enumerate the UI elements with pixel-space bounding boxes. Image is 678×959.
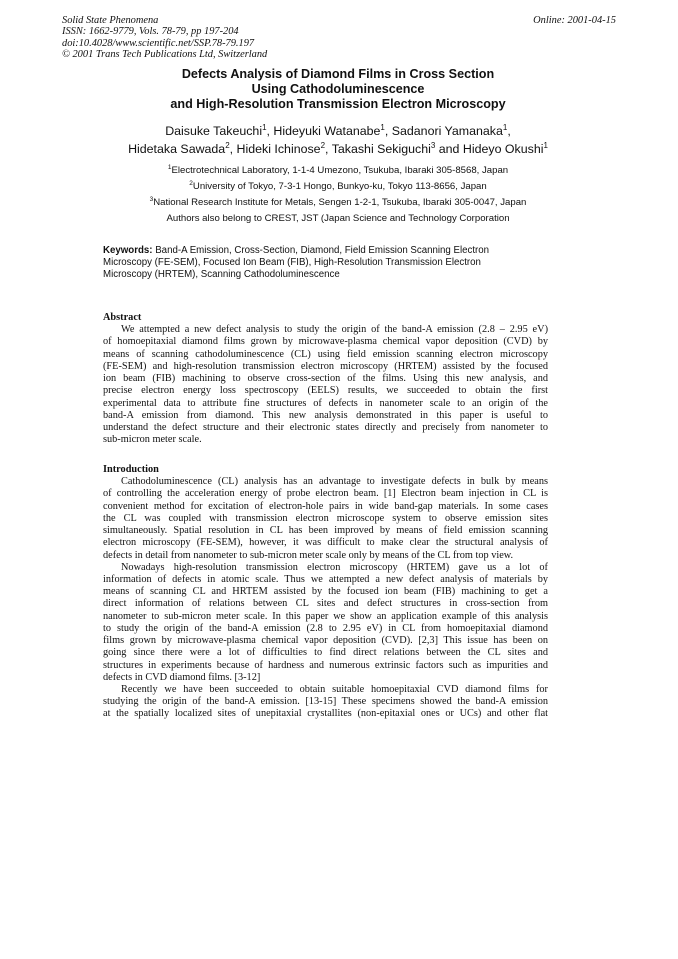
author-affil-mark: 1	[380, 123, 385, 132]
abstract-section	[103, 312, 548, 446]
abstract-line: understand the defect structure and their electronic states directly and precisely from nanometer to	[103, 421, 548, 433]
intro-line: means of scanning CL and HRTEM assisted by the focused ion beam (FIB) machining to get a	[103, 586, 548, 598]
keywords-line-1	[103, 245, 533, 257]
journal-header	[62, 15, 362, 60]
title-line-2: Using Cathodoluminescence	[251, 82, 425, 96]
author-affil-mark: 1	[502, 123, 508, 132]
intro-line: films grown by microwave-plasma chemical vapor deposition (CVD). [2,3] This issue has been on	[103, 635, 548, 647]
author-affil-mark: 3	[430, 140, 436, 150]
abstract-line: sub-micron meter scale.	[103, 434, 202, 446]
intro-line: convenient method for excitation of electron-hole pairs in wide band-gap materials. In some cases	[103, 500, 548, 512]
intro-line: the CL was coupled with transmission electron microscope system to observe emission sites	[103, 512, 548, 524]
intro-line: going since there were a lot of difficulties to find direct relations between the CL sites and	[103, 647, 548, 659]
abstract-line: band-A emission from diamond. This new analysis demonstrated in this paper is useful to	[103, 409, 548, 421]
intro-line: Recently we have been succeeded to obtain suitable homoepitaxial CVD diamond films for	[121, 683, 548, 695]
intro-line: Nowadays high-resolution transmission electron microscopy (HRTEM) gave us a lot of	[121, 561, 548, 573]
affiliation-1	[62, 163, 614, 179]
intro-line: simultaneously. Spatial resolution in CL has been improved by means of field emission scanning	[103, 525, 548, 537]
intro-line: information of defects in atomic scale. Thus we attempted a new defect analysis of materials by	[103, 573, 548, 585]
title-line-3: and High-Resolution Transmission Electron Microscopy	[170, 97, 506, 111]
author-name: Hidetaka Sawada	[128, 141, 226, 156]
author-affil-mark: 1	[262, 123, 267, 132]
abstract-line: ion beam (FIB) machining to observe cross-section of the films. Using this new analysis, and	[103, 373, 548, 385]
intro-line: nanometer to sub-micron meter scale. In this paper we show an application example of this analysis	[103, 610, 548, 622]
author-name: and Hideyo Okushi	[435, 141, 544, 156]
journal-name: Solid State Phenomena	[62, 15, 159, 26]
abstract-line: means of scanning cathodoluminescence (CL) using field emission scanning electron microscopy	[103, 348, 548, 360]
author-line-2	[62, 141, 614, 159]
author-name: , Hideki Ichinose	[229, 141, 321, 156]
affil-text: National Research Institute for Metals, Sengen 1-2-1, Tsukuba, Ibaraki 305-0047, Japan	[153, 197, 527, 208]
affil-text: Electrotechnical Laboratory, 1-1-4 Umezono, Tsukuba, Ibaraki 305-8568, Japan	[171, 165, 509, 176]
issn-line: ISSN: 1662-9779, Vols. 78-79, pp 197-204	[62, 26, 239, 38]
author-affil-mark: 2	[225, 140, 230, 150]
doi-line: doi:10.4028/www.scientific.net/SSP.78-79.197	[62, 37, 255, 49]
affil-mark: 2	[189, 180, 193, 187]
paper-title	[62, 67, 614, 112]
affiliation-note	[62, 211, 614, 227]
affiliation-3	[62, 195, 614, 211]
author-affil-mark: 2	[320, 140, 326, 150]
affil-text: University of Tokyo, 7-3-1 Hongo, Bunkyo-ku, Tokyo 113-8656, Japan	[192, 181, 487, 192]
keywords-text: Band-A Emission, Cross-Section, Diamond, Field Emission Scanning Electron	[152, 245, 490, 256]
author-name: , Takashi Sekiguchi	[325, 141, 431, 156]
keywords-line-3: Microscopy (HRTEM), Scanning Cathodoluminescence	[103, 269, 340, 281]
intro-line: at the spatially localized sites of unepitaxial crystallites (non-epitaxial ones or UCs) and other flat	[103, 708, 548, 720]
author-separator: ,	[507, 124, 511, 138]
abstract-line: (FE-SEM) and high-resolution transmission electron microscopy (HRTEM) assisted by the focused	[103, 360, 548, 372]
intro-line: structures in experiments because of hardness and numerous extrinsic factors such as impurities and	[103, 659, 548, 671]
introduction-heading: Introduction	[103, 464, 159, 475]
intro-line: Cathodoluminescence (CL) analysis has an advantage to investigate defects in bulk by means	[121, 476, 548, 488]
author-list	[62, 123, 614, 158]
author-affil-mark: 1	[543, 140, 548, 150]
affil-text: Authors also belong to CREST, JST (Japan Science and Technology Corporation	[166, 213, 510, 224]
intro-line: to study the origin of the band-A emission (2.8 to 2.95 eV) in CL from homoepitaxial diamond	[103, 622, 548, 634]
author-name: , Hideyuki Watanabe	[266, 124, 381, 138]
abstract-line: precise electron energy loss spectroscopy (EELS) results, we succeeded to obtain the first	[103, 385, 548, 397]
intro-line: studying the origin of the band-A emission. [13-15] These specimens showed the band-A emission	[103, 696, 548, 708]
author-name: , Sadanori Yamanaka	[384, 124, 503, 138]
affiliation-2	[62, 179, 614, 195]
introduction-section	[103, 464, 548, 721]
intro-line: defects in CVD diamond films. [3-12]	[103, 671, 261, 683]
keywords-label: Keywords:	[103, 245, 153, 256]
affiliations	[62, 163, 614, 227]
copyright-line: © 2001 Trans Tech Publications Ltd, Switzerland	[62, 48, 268, 60]
affil-mark: 1	[167, 164, 172, 171]
intro-line: electron microscopy (FE-SEM), however, it was difficult to make clear the structural analysis of	[103, 537, 548, 549]
title-line-1: Defects Analysis of Diamond Films in Cross Section	[181, 67, 495, 81]
affil-mark: 3	[149, 196, 154, 203]
author-name: Daisuke Takeuchi	[165, 124, 263, 138]
abstract-line: experimental data to attribute fine structures of defects in nanometer scale to an origin of the	[103, 397, 548, 409]
author-line-1	[62, 123, 614, 141]
intro-line: of controlling the acceleration energy of probe electron beam. [1] Electron beam injection in CL is	[103, 488, 548, 500]
keywords	[103, 245, 533, 282]
keywords-line-2: Microscopy (FE-SEM), Focused Ion Beam (FIB), High-Resolution Transmission Electron	[103, 257, 481, 269]
abstract-heading: Abstract	[103, 312, 142, 323]
intro-line: defects in detail from nanometer to sub-micron meter scale only by means of the CL from top view.	[103, 549, 514, 561]
abstract-line: We attempted a new defect analysis to study the origin of the band-A emission (2.8 – 2.95 eV)	[121, 324, 548, 336]
abstract-line: of homoepitaxial diamond films grown by microwave-plasma chemical vapor deposition (CVD) by	[103, 336, 548, 348]
intro-line: direct information of relations between CL sites and defect structures in cross-section from	[103, 598, 548, 610]
online-date: Online: 2001-04-15	[533, 15, 616, 26]
